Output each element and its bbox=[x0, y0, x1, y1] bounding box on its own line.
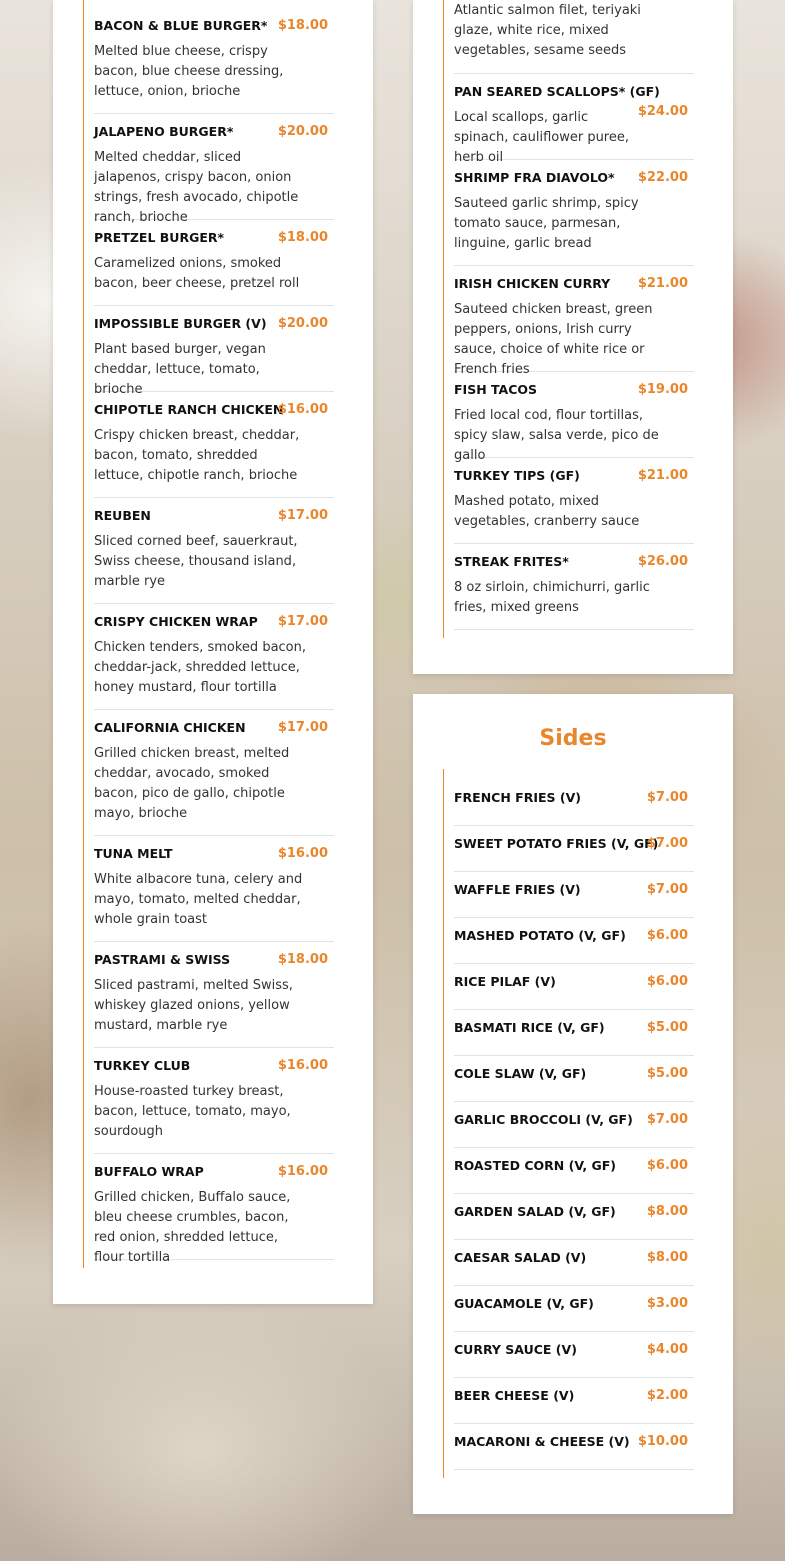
menu-item bbox=[454, 170, 694, 266]
item-price: $20.00 bbox=[277, 124, 328, 139]
side-item bbox=[454, 1250, 694, 1286]
accent-rail bbox=[443, 769, 444, 1478]
item-price: $7.00 bbox=[646, 882, 688, 897]
item-name: TUNA MELT bbox=[94, 846, 173, 861]
item-price: $4.00 bbox=[646, 1342, 688, 1357]
item-description: Sauteed garlic shrimp, spicy tomato sauce, parmesan, linguine, garlic bread bbox=[454, 196, 639, 251]
item-price: $21.00 bbox=[637, 468, 688, 483]
item-description: Sliced pastrami, melted Swiss, whiskey glazed onions, yellow mustard, marble rye bbox=[94, 978, 293, 1033]
item-description: Mashed potato, mixed vegetables, cranberry sauce bbox=[454, 494, 640, 529]
menu-item bbox=[94, 846, 334, 942]
item-name: TURKEY TIPS (GF) bbox=[454, 468, 580, 483]
item-name: CURRY SAUCE (V) bbox=[454, 1342, 577, 1357]
item-price: $2.00 bbox=[646, 1388, 688, 1403]
item-price: $20.00 bbox=[277, 316, 328, 331]
menu-item bbox=[454, 84, 694, 165]
item-price: $16.00 bbox=[277, 402, 328, 417]
item-description: Sauteed chicken breast, green peppers, onions, Irish curry sauce, choice of white rice or French fries bbox=[454, 302, 653, 377]
side-item bbox=[454, 882, 694, 918]
menu-item bbox=[94, 720, 334, 836]
accent-rail bbox=[443, 0, 444, 638]
side-item bbox=[454, 1342, 694, 1378]
item-name: ROASTED CORN (V, GF) bbox=[454, 1158, 617, 1173]
item-description: Grilled chicken, Buffalo sauce, bleu cheese crumbles, bacon, red onion, shredded lettuce, flour tortilla bbox=[94, 1190, 291, 1265]
item-price: $10.00 bbox=[637, 1434, 688, 1449]
menu-item bbox=[454, 382, 694, 463]
item-price: $7.00 bbox=[646, 790, 688, 805]
side-item bbox=[454, 1388, 694, 1424]
item-description: Crispy chicken breast, cheddar, bacon, tomato, shredded lettuce, chipotle ranch, brioche bbox=[94, 428, 300, 483]
item-price: $22.00 bbox=[637, 170, 688, 185]
item-price: $18.00 bbox=[277, 230, 328, 245]
item-name: CAESAR SALAD (V) bbox=[454, 1250, 587, 1265]
side-item bbox=[454, 1066, 694, 1102]
item-name: WAFFLE FRIES (V) bbox=[454, 882, 581, 897]
item-price: $17.00 bbox=[277, 720, 328, 735]
item-name: IMPOSSIBLE BURGER (V) bbox=[94, 316, 267, 331]
menu-item bbox=[454, 554, 694, 630]
item-name: FISH TACOS bbox=[454, 382, 538, 397]
item-name: FRENCH FRIES (V) bbox=[454, 790, 581, 805]
menu-item bbox=[94, 230, 334, 306]
item-name: JALAPENO BURGER* bbox=[94, 124, 234, 139]
side-item bbox=[454, 1204, 694, 1240]
accent-rail bbox=[83, 0, 84, 1268]
item-description: White albacore tuna, celery and mayo, tomato, melted cheddar, whole grain toast bbox=[94, 872, 303, 927]
item-description: Local scallops, garlic spinach, cauliflower puree, herb oil bbox=[454, 110, 629, 165]
item-description: Atlantic salmon filet, teriyaki glaze, white rice, mixed vegetables, sesame seeds bbox=[454, 3, 641, 58]
item-name: GARDEN SALAD (V, GF) bbox=[454, 1204, 616, 1219]
item-description: Grilled chicken breast, melted cheddar, avocado, smoked bacon, pico de gallo, chipotle mayo, brioche bbox=[94, 746, 290, 821]
item-price: $24.00 bbox=[637, 104, 688, 119]
item-name: SWEET POTATO FRIES (V, GF) bbox=[454, 836, 659, 851]
side-item bbox=[454, 836, 694, 872]
menu-item bbox=[94, 402, 334, 498]
menu-item bbox=[454, 276, 694, 377]
item-description: Sliced corned beef, sauerkraut, Swiss cheese, thousand island, marble rye bbox=[94, 534, 298, 589]
item-price: $16.00 bbox=[277, 1058, 328, 1073]
item-name: CRISPY CHICKEN WRAP bbox=[94, 614, 258, 629]
item-price: $5.00 bbox=[646, 1066, 688, 1081]
menu-item bbox=[94, 1164, 334, 1265]
item-name: RICE PILAF (V) bbox=[454, 974, 556, 989]
item-description: Melted blue cheese, crispy bacon, blue cheese dressing, lettuce, onion, brioche bbox=[94, 44, 284, 99]
menu-item bbox=[94, 1058, 334, 1154]
item-description: Melted cheddar, sliced jalapenos, crispy bacon, onion strings, fresh avocado, chipotle ranch, brioche bbox=[94, 150, 299, 225]
item-price: $6.00 bbox=[646, 1158, 688, 1173]
side-item bbox=[454, 974, 694, 1010]
item-name: CHIPOTLE RANCH CHICKEN bbox=[94, 402, 284, 417]
item-price: $17.00 bbox=[277, 508, 328, 523]
item-name: BUFFALO WRAP bbox=[94, 1164, 204, 1179]
item-price: $18.00 bbox=[277, 18, 328, 33]
menu-panel-sides bbox=[413, 694, 733, 1514]
item-name: TURKEY CLUB bbox=[94, 1058, 191, 1073]
item-price: $7.00 bbox=[646, 1112, 688, 1127]
item-price: $8.00 bbox=[646, 1204, 688, 1219]
menu-item bbox=[94, 508, 334, 604]
item-name: BACON & BLUE BURGER* bbox=[94, 18, 268, 33]
item-price: $16.00 bbox=[277, 846, 328, 861]
side-item bbox=[454, 928, 694, 964]
item-name: PASTRAMI & SWISS bbox=[94, 952, 231, 967]
menu-item bbox=[94, 316, 334, 397]
menu-item bbox=[94, 18, 334, 114]
item-name: COLE SLAW (V, GF) bbox=[454, 1066, 587, 1081]
item-price: $21.00 bbox=[637, 276, 688, 291]
menu-panel-entrees bbox=[413, 0, 733, 674]
item-price: $26.00 bbox=[637, 554, 688, 569]
item-name: SHRIMP FRA DIAVOLO* bbox=[454, 170, 615, 185]
item-name: GARLIC BROCCOLI (V, GF) bbox=[454, 1112, 633, 1127]
item-description: Caramelized onions, smoked bacon, beer cheese, pretzel roll bbox=[94, 256, 300, 291]
item-name: PRETZEL BURGER* bbox=[94, 230, 225, 245]
item-price: $5.00 bbox=[646, 1020, 688, 1035]
item-price: $17.00 bbox=[277, 614, 328, 629]
item-price: $3.00 bbox=[646, 1296, 688, 1311]
item-name: MACARONI & CHEESE (V) bbox=[454, 1434, 630, 1449]
item-name: BEER CHEESE (V) bbox=[454, 1388, 575, 1403]
item-description: House-roasted turkey breast, bacon, lettuce, tomato, mayo, sourdough bbox=[94, 1084, 291, 1139]
menu-item bbox=[454, 0, 694, 74]
item-price: $19.00 bbox=[637, 382, 688, 397]
item-name: PAN SEARED SCALLOPS* (GF) bbox=[454, 84, 660, 99]
side-item bbox=[454, 1158, 694, 1194]
side-item bbox=[454, 1112, 694, 1148]
side-item bbox=[454, 1296, 694, 1332]
item-price: $6.00 bbox=[646, 974, 688, 989]
item-price: $8.00 bbox=[646, 1250, 688, 1265]
item-price: $18.00 bbox=[277, 952, 328, 967]
menu-item bbox=[94, 952, 334, 1048]
item-price: $7.00 bbox=[646, 836, 688, 851]
item-description: Fried local cod, flour tortillas, spicy slaw, salsa verde, pico de gallo bbox=[454, 408, 659, 463]
menu-item bbox=[454, 468, 694, 544]
item-name: IRISH CHICKEN CURRY bbox=[454, 276, 611, 291]
menu-item bbox=[94, 614, 334, 710]
item-description: Plant based burger, vegan cheddar, lettuce, tomato, brioche bbox=[94, 342, 266, 397]
item-price: $16.00 bbox=[277, 1164, 328, 1179]
section-title: Sides bbox=[539, 726, 607, 751]
item-name: BASMATI RICE (V, GF) bbox=[454, 1020, 605, 1035]
side-item bbox=[454, 1434, 694, 1470]
item-price: $6.00 bbox=[646, 928, 688, 943]
menu-item bbox=[94, 124, 334, 225]
side-item bbox=[454, 1020, 694, 1056]
item-description: 8 oz sirloin, chimichurri, garlic fries, mixed greens bbox=[454, 580, 650, 615]
item-name: CALIFORNIA CHICKEN bbox=[94, 720, 246, 735]
item-description: Chicken tenders, smoked bacon, cheddar-jack, shredded lettuce, honey mustard, flour tortilla bbox=[94, 640, 307, 695]
menu-panel-sandwiches bbox=[53, 0, 373, 1304]
item-name: STREAK FRITES* bbox=[454, 554, 569, 569]
item-name: MASHED POTATO (V, GF) bbox=[454, 928, 626, 943]
item-name: GUACAMOLE (V, GF) bbox=[454, 1296, 594, 1311]
item-name: REUBEN bbox=[94, 508, 151, 523]
side-item bbox=[454, 790, 694, 826]
